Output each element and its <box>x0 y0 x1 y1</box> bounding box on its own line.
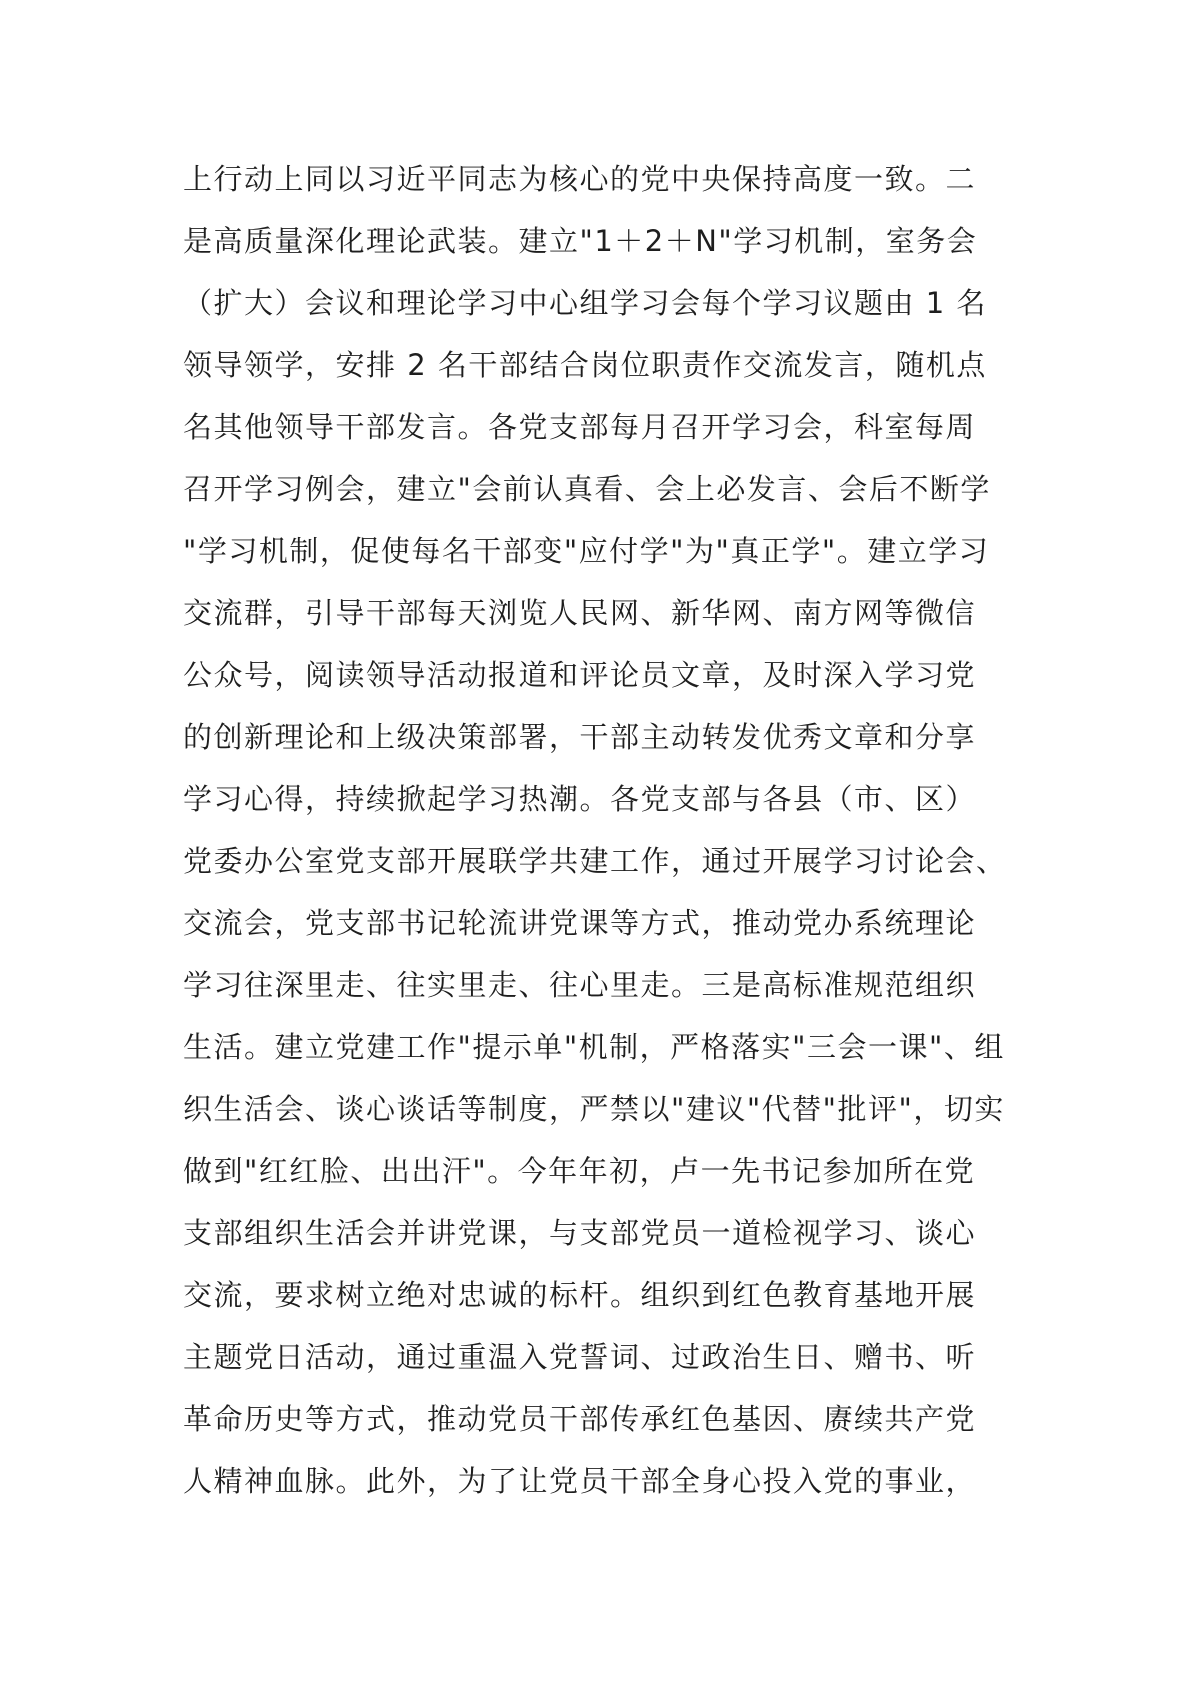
body-text <box>183 148 1043 1512</box>
text-line: 领导领学，安排 2 名干部结合岗位职责作交流发言，随机点 <box>183 348 987 382</box>
text-line: 做到"红红脸、出出汗"。今年年初，卢一先书记参加所在党 <box>183 1154 976 1188</box>
text-line: 党委办公室党支部开展联学共建工作，通过开展学习讨论会、 <box>183 844 1007 878</box>
text-line: 人精神血脉。此外，为了让党员干部全身心投入党的事业， <box>183 1464 977 1498</box>
text-line: 名其他领导干部发言。各党支部每月召开学习会，科室每周 <box>183 410 977 444</box>
text-line: 交流会，党支部书记轮流讲党课等方式，推动党办系统理论 <box>183 906 977 940</box>
text-line: 公众号，阅读领导活动报道和评论员文章，及时深入学习党 <box>183 658 977 692</box>
text-line: 学习往深里走、往实里走、往心里走。三是高标准规范组织 <box>183 968 977 1002</box>
text-line: 召开学习例会，建立"会前认真看、会上必发言、会后不断学 <box>183 472 991 506</box>
text-line: （扩大）会议和理论学习中心组学习会每个学习议题由 1 名 <box>183 286 987 320</box>
text-line: "学习机制，促使每名干部变"应付学"为"真正学"。建立学习 <box>183 534 990 568</box>
text-line: 交流，要求树立绝对忠诚的标杆。组织到红色教育基地开展 <box>183 1278 977 1312</box>
text-line: 的创新理论和上级决策部署，干部主动转发优秀文章和分享 <box>183 720 977 754</box>
text-line: 织生活会、谈心谈话等制度，严禁以"建议"代替"批评"，切实 <box>183 1092 1005 1126</box>
text-line: 交流群，引导干部每天浏览人民网、新华网、南方网等微信 <box>183 596 977 630</box>
text-line: 学习心得，持续掀起学习热潮。各党支部与各县（市、区） <box>183 782 977 816</box>
text-line: 主题党日活动，通过重温入党誓词、过政治生日、赠书、听 <box>183 1340 977 1374</box>
text-line: 是高质量深化理论武装。建立"1＋2＋N"学习机制，室务会 <box>183 224 978 258</box>
text-line: 革命历史等方式，推动党员干部传承红色基因、赓续共产党 <box>183 1402 977 1436</box>
text-line: 上行动上同以习近平同志为核心的党中央保持高度一致。二 <box>183 162 977 196</box>
text-line: 支部组织生活会并讲党课，与支部党员一道检视学习、谈心 <box>183 1216 977 1250</box>
text-line: 生活。建立党建工作"提示单"机制，严格落实"三会一课"、组 <box>183 1030 1005 1064</box>
